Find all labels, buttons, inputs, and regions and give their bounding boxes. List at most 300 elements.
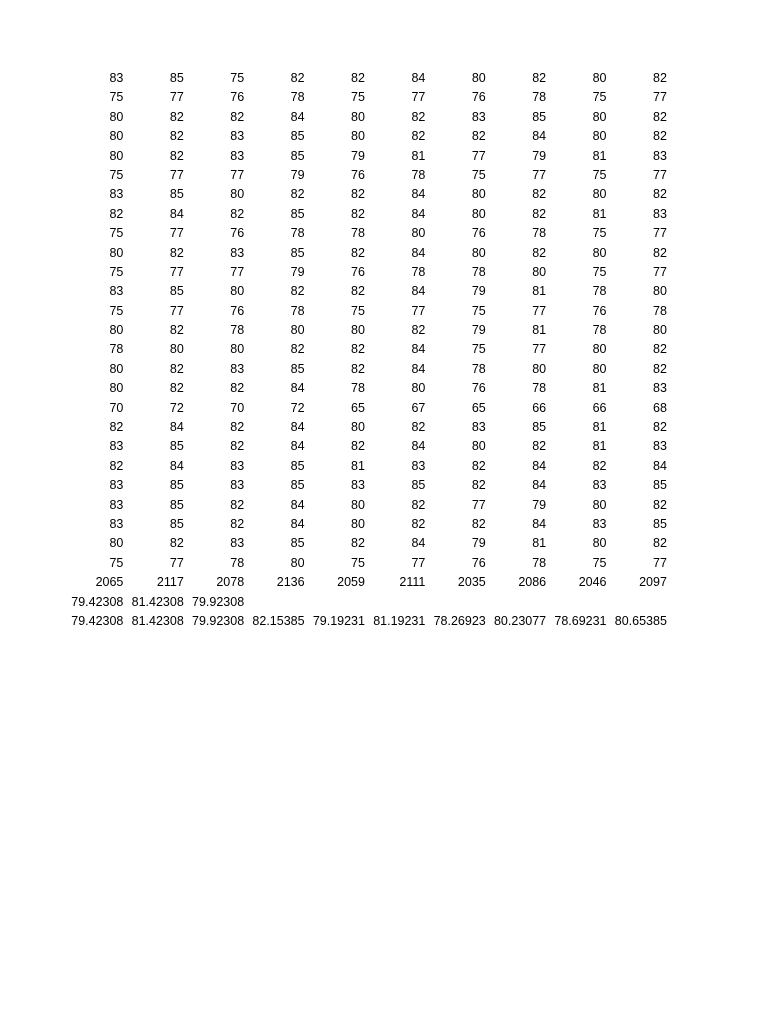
sheet-cell[interactable]: 2097: [639, 575, 667, 590]
sheet-cell[interactable]: 77: [169, 90, 184, 105]
sheet-cell[interactable]: 82: [411, 109, 426, 124]
sheet-cell[interactable]: 80: [109, 323, 124, 338]
sheet-cell[interactable]: 82: [109, 420, 124, 435]
spreadsheet-grid: [64, 69, 668, 631]
sheet-cell[interactable]: 83: [109, 284, 124, 299]
sheet-cell[interactable]: 79.92308: [192, 594, 245, 609]
sheet-cell[interactable]: 83: [653, 439, 667, 454]
sheet-cell[interactable]: 84: [532, 516, 547, 531]
sheet-cell[interactable]: 79: [532, 497, 547, 512]
sheet-cell[interactable]: 84: [532, 458, 547, 473]
sheet-cell[interactable]: 77: [230, 167, 245, 182]
sheet-cell[interactable]: 80: [351, 497, 365, 512]
sheet-cell[interactable]: 81.19231: [373, 613, 426, 628]
sheet-cell[interactable]: 83: [230, 478, 245, 493]
sheet-cell[interactable]: 82: [169, 148, 184, 163]
sheet-row: [64, 282, 668, 301]
sheet-cell[interactable]: 79.42308: [71, 613, 124, 628]
sheet-cell[interactable]: 80: [592, 497, 607, 512]
sheet-cell[interactable]: 79.19231: [312, 613, 365, 628]
sheet-cell[interactable]: 82: [532, 187, 547, 202]
sheet-cell[interactable]: 78: [411, 264, 426, 279]
sheet-cell[interactable]: 80: [532, 264, 547, 279]
sheet-row: [64, 437, 668, 456]
sheet-cell[interactable]: 2117: [156, 575, 184, 590]
sheet-cell[interactable]: 83: [109, 439, 124, 454]
sheet-cell[interactable]: 85: [290, 478, 305, 493]
sheet-cell[interactable]: 80: [592, 129, 607, 144]
sheet-cell[interactable]: 65: [351, 400, 365, 415]
sheet-cell[interactable]: 82: [471, 129, 486, 144]
sheet-cell[interactable]: 85: [290, 361, 305, 376]
sheet-cell[interactable]: 82: [169, 323, 184, 338]
sheet-row: [64, 399, 668, 418]
sheet-cell[interactable]: 80: [169, 342, 184, 357]
sheet-cell[interactable]: 84: [411, 187, 426, 202]
sheet-cell[interactable]: 82: [532, 71, 547, 85]
sheet-cell[interactable]: 80.23077: [493, 613, 547, 628]
sheet-cell[interactable]: 68: [653, 400, 667, 415]
sheet-cell[interactable]: 82: [230, 109, 245, 124]
sheet-cell[interactable]: 82: [411, 129, 426, 144]
sheet-cell[interactable]: 84: [532, 129, 547, 144]
sheet-cell[interactable]: 85: [290, 245, 305, 260]
sheet-cell[interactable]: 80: [592, 71, 607, 85]
sheet-row: [64, 205, 668, 224]
sheet-cell[interactable]: 82: [230, 381, 245, 396]
sheet-cell[interactable]: 80: [109, 129, 124, 144]
sheet-cell[interactable]: 82.15385: [252, 613, 305, 628]
sheet-cell[interactable]: 82: [653, 71, 667, 85]
sheet-row: [64, 127, 668, 146]
sheet-cell[interactable]: 83: [109, 478, 124, 493]
sheet-cell[interactable]: 83: [230, 148, 245, 163]
sheet-cell[interactable]: 80: [351, 420, 365, 435]
sheet-cell[interactable]: 80: [230, 342, 245, 357]
sheet-cell[interactable]: 82: [653, 497, 667, 512]
sheet-cell[interactable]: 75: [592, 167, 607, 182]
sheet-cell[interactable]: 82: [169, 361, 184, 376]
sheet-cell[interactable]: 78: [109, 342, 124, 357]
sheet-cell[interactable]: 78: [471, 361, 486, 376]
sheet-cell[interactable]: 85: [169, 478, 184, 493]
sheet-cell[interactable]: 85: [169, 516, 184, 531]
sheet-cell[interactable]: 75: [351, 90, 365, 105]
sheet-cell[interactable]: 85: [169, 284, 184, 299]
sheet-row: [64, 224, 668, 243]
sheet-cell[interactable]: 84: [290, 420, 305, 435]
sheet-cell[interactable]: 75: [109, 167, 124, 182]
sheet-cell[interactable]: 77: [653, 555, 667, 570]
sheet-cell[interactable]: 80: [109, 245, 124, 260]
sheet-cell[interactable]: 80: [230, 187, 245, 202]
sheet-cell[interactable]: 78: [290, 303, 305, 318]
sheet-cell[interactable]: 80: [351, 323, 365, 338]
sheet-cell[interactable]: 85: [169, 187, 184, 202]
sheet-row: [64, 340, 668, 359]
sheet-cell[interactable]: 82: [653, 129, 667, 144]
sheet-cell[interactable]: 82: [532, 245, 547, 260]
sheet-cell[interactable]: 85: [169, 71, 184, 85]
sheet-cell[interactable]: 82: [471, 516, 486, 531]
sheet-cell[interactable]: 66: [532, 400, 547, 415]
sheet-cell[interactable]: 84: [169, 458, 184, 473]
sheet-cell[interactable]: 82: [290, 71, 305, 85]
sheet-cell[interactable]: 84: [411, 536, 426, 551]
sheet-cell[interactable]: 82: [653, 361, 667, 376]
sheet-cell[interactable]: 84: [411, 284, 426, 299]
sheet-cell[interactable]: 81.42308: [131, 594, 184, 609]
sheet-cell[interactable]: 85: [169, 439, 184, 454]
sheet-cell[interactable]: 85: [532, 109, 547, 124]
sheet-cell[interactable]: 82: [471, 458, 486, 473]
sheet-cell[interactable]: 2059: [337, 575, 365, 590]
sheet-cell[interactable]: 82: [592, 458, 607, 473]
sheet-cell[interactable]: 79: [532, 148, 547, 163]
sheet-cell[interactable]: 84: [411, 342, 426, 357]
sheet-cell[interactable]: 84: [411, 206, 426, 221]
sheet-row: [64, 69, 668, 88]
sheet-row: [64, 185, 668, 204]
sheet-cell[interactable]: 83: [230, 129, 245, 144]
sheet-cell[interactable]: 80: [592, 342, 607, 357]
sheet-cell[interactable]: 78: [230, 555, 245, 570]
sheet-cell[interactable]: 76: [230, 303, 245, 318]
sheet-cell[interactable]: 83: [653, 206, 667, 221]
sheet-cell[interactable]: 80: [109, 536, 124, 551]
sheet-cell[interactable]: 84: [290, 381, 305, 396]
sheet-cell[interactable]: 82: [532, 439, 547, 454]
sheet-cell[interactable]: 76: [471, 381, 486, 396]
sheet-cell[interactable]: 85: [290, 148, 305, 163]
sheet-cell[interactable]: 80: [109, 361, 124, 376]
sheet-cell[interactable]: 78: [532, 381, 547, 396]
sheet-cell[interactable]: 79: [351, 148, 365, 163]
sheet-cell[interactable]: 80: [471, 439, 486, 454]
sheet-cell[interactable]: 78: [471, 264, 486, 279]
sheet-cell[interactable]: 83: [653, 148, 667, 163]
sheet-cell[interactable]: 75: [471, 342, 486, 357]
sheet-cell[interactable]: 80: [653, 284, 667, 299]
sheet-cell[interactable]: 83: [411, 458, 426, 473]
sheet-cell[interactable]: 84: [290, 497, 305, 512]
sheet-cell[interactable]: 80: [351, 129, 365, 144]
sheet-cell[interactable]: 84: [290, 439, 305, 454]
sheet-cell[interactable]: 82: [351, 284, 365, 299]
sheet-cell[interactable]: 80: [471, 245, 486, 260]
sheet-cell[interactable]: 77: [653, 226, 667, 241]
sheet-cell[interactable]: 77: [471, 497, 486, 512]
sheet-cell[interactable]: 2078: [216, 575, 245, 590]
sheet-cell[interactable]: 81: [592, 148, 607, 163]
sheet-cell[interactable]: 80: [592, 245, 607, 260]
sheet-cell[interactable]: 78: [411, 167, 426, 182]
sheet-cell[interactable]: 81: [351, 458, 365, 473]
sheet-cell[interactable]: 80: [592, 187, 607, 202]
sheet-cell[interactable]: 83: [230, 536, 245, 551]
sheet-cell[interactable]: 76: [471, 226, 486, 241]
sheet-cell[interactable]: 82: [109, 458, 124, 473]
sheet-cell[interactable]: 83: [109, 497, 124, 512]
sheet-cell[interactable]: 78: [351, 226, 365, 241]
sheet-cell[interactable]: 75: [230, 71, 245, 85]
sheet-cell[interactable]: 80: [653, 323, 667, 338]
sheet-cell[interactable]: 84: [653, 458, 667, 473]
sheet-cell[interactable]: 85: [653, 478, 667, 493]
sheet-cell[interactable]: 81: [532, 536, 547, 551]
sheet-cell[interactable]: 80: [230, 284, 245, 299]
sheet-cell[interactable]: 82: [411, 497, 426, 512]
sheet-cell[interactable]: 84: [411, 439, 426, 454]
sheet-cell[interactable]: 76: [230, 226, 245, 241]
sheet-cell[interactable]: 83: [653, 381, 667, 396]
sheet-cell[interactable]: 84: [411, 361, 426, 376]
sheet-cell[interactable]: 78: [230, 323, 245, 338]
sheet-cell[interactable]: 81: [532, 284, 547, 299]
sheet-cell[interactable]: 80: [592, 361, 607, 376]
sheet-cell[interactable]: 75: [351, 303, 365, 318]
sheet-cell[interactable]: 77: [169, 555, 184, 570]
sheet-cell[interactable]: 77: [169, 167, 184, 182]
sheet-cell[interactable]: 85: [653, 516, 667, 531]
sheet-cell[interactable]: 82: [532, 206, 547, 221]
sheet-cell[interactable]: 75: [471, 167, 486, 182]
sheet-cell[interactable]: 80: [532, 361, 547, 376]
sheet-cell[interactable]: 78: [290, 90, 305, 105]
sheet-cell[interactable]: 75: [592, 226, 607, 241]
sheet-cell[interactable]: 72: [290, 400, 305, 415]
sheet-cell[interactable]: 82: [169, 109, 184, 124]
sheet-cell[interactable]: 82: [290, 284, 305, 299]
sheet-cell[interactable]: 81: [411, 148, 426, 163]
sheet-cell[interactable]: 77: [411, 90, 426, 105]
sheet-cell[interactable]: 78: [532, 555, 547, 570]
sheet-cell[interactable]: 75: [109, 303, 124, 318]
sheet-row: [64, 88, 668, 107]
sheet-cell[interactable]: 84: [169, 420, 184, 435]
sheet-cell[interactable]: 82: [653, 245, 667, 260]
sheet-cell[interactable]: 76: [230, 90, 245, 105]
sheet-cell[interactable]: 82: [230, 206, 245, 221]
sheet-cell[interactable]: 78: [532, 90, 547, 105]
sheet-cell[interactable]: 79: [471, 284, 486, 299]
sheet-cell[interactable]: 77: [653, 90, 667, 105]
sheet-cell[interactable]: 82: [653, 420, 667, 435]
sheet-cell[interactable]: 77: [169, 303, 184, 318]
sheet-cell[interactable]: 80: [109, 381, 124, 396]
sheet-cell[interactable]: 82: [351, 342, 365, 357]
sheet-cell[interactable]: 75: [109, 264, 124, 279]
sheet-cell[interactable]: 83: [230, 245, 245, 260]
sheet-cell[interactable]: 75: [109, 226, 124, 241]
sheet-cell[interactable]: 65: [471, 400, 486, 415]
sheet-cell[interactable]: 81: [592, 206, 607, 221]
sheet-cell[interactable]: 83: [230, 458, 245, 473]
sheet-cell[interactable]: 84: [290, 109, 305, 124]
sheet-cell[interactable]: 84: [290, 516, 305, 531]
sheet-cell[interactable]: 82: [169, 245, 184, 260]
sheet-cell[interactable]: 83: [109, 187, 124, 202]
sheet-cell[interactable]: 77: [411, 303, 426, 318]
sheet-cell[interactable]: 85: [411, 478, 426, 493]
sheet-cell[interactable]: 79: [471, 323, 486, 338]
sheet-cell[interactable]: 67: [411, 400, 426, 415]
sheet-cell[interactable]: 85: [532, 420, 547, 435]
sheet-cell[interactable]: 84: [411, 71, 426, 85]
sheet-cell[interactable]: 83: [230, 361, 245, 376]
sheet-cell[interactable]: 82: [653, 342, 667, 357]
sheet-cell[interactable]: 77: [653, 167, 667, 182]
sheet-cell[interactable]: 81: [532, 323, 547, 338]
sheet-cell[interactable]: 81: [592, 420, 607, 435]
sheet-cell[interactable]: 82: [230, 420, 245, 435]
sheet-cell[interactable]: 75: [592, 90, 607, 105]
sheet-cell[interactable]: 80: [592, 536, 607, 551]
sheet-cell[interactable]: 75: [109, 90, 124, 105]
sheet-cell[interactable]: 82: [351, 439, 365, 454]
sheet-cell[interactable]: 82: [230, 497, 245, 512]
sheet-cell[interactable]: 78: [532, 226, 547, 241]
sheet-cell[interactable]: 82: [411, 420, 426, 435]
sheet-cell[interactable]: 83: [471, 420, 486, 435]
sheet-cell[interactable]: 82: [290, 342, 305, 357]
sheet-cell[interactable]: 2035: [457, 575, 486, 590]
sheet-cell[interactable]: 80: [351, 516, 365, 531]
sheet-cell[interactable]: 78: [592, 323, 607, 338]
sheet-cell[interactable]: 2136: [276, 575, 305, 590]
sheet-cell[interactable]: 82: [230, 516, 245, 531]
sheet-cell[interactable]: 2111: [399, 575, 426, 590]
sheet-cell[interactable]: 78.69231: [554, 613, 607, 628]
sheet-row: [64, 108, 668, 127]
sheet-cell[interactable]: 80: [471, 71, 486, 85]
sheet-cell[interactable]: 78: [653, 303, 667, 318]
sheet-cell[interactable]: 79.42308: [71, 594, 124, 609]
sheet-cell[interactable]: 81: [592, 439, 607, 454]
sheet-cell[interactable]: 75: [471, 303, 486, 318]
sheet-cell[interactable]: 80: [109, 109, 124, 124]
sheet-cell[interactable]: 66: [592, 400, 607, 415]
sheet-cell[interactable]: 82: [351, 536, 365, 551]
sheet-cell[interactable]: 77: [169, 264, 184, 279]
sheet-cell[interactable]: 78: [290, 226, 305, 241]
sheet-cell[interactable]: 82: [169, 129, 184, 144]
sheet-row: [64, 360, 668, 379]
sheet-cell[interactable]: 81.42308: [131, 613, 184, 628]
sheet-cell[interactable]: 84: [532, 478, 547, 493]
sheet-cell[interactable]: 76: [471, 555, 486, 570]
sheet-cell[interactable]: 78.26923: [433, 613, 486, 628]
sheet-cell[interactable]: 79: [290, 264, 305, 279]
sheet-cell[interactable]: 80: [471, 206, 486, 221]
sheet-cell[interactable]: 82: [471, 478, 486, 493]
sheet-cell[interactable]: 82: [653, 109, 667, 124]
sheet-cell[interactable]: 83: [592, 516, 607, 531]
sheet-cell[interactable]: 83: [351, 478, 365, 493]
sheet-cell[interactable]: 75: [109, 555, 124, 570]
sheet-cell[interactable]: 82: [411, 516, 426, 531]
sheet-cell[interactable]: 82: [653, 187, 667, 202]
sheet-cell[interactable]: 83: [109, 516, 124, 531]
sheet-cell[interactable]: 76: [471, 90, 486, 105]
sheet-cell[interactable]: 80: [351, 109, 365, 124]
sheet-cell[interactable]: 82: [351, 361, 365, 376]
sheet-cell[interactable]: 75: [592, 555, 607, 570]
sheet-cell[interactable]: 77: [471, 148, 486, 163]
sheet-cell[interactable]: 80: [471, 187, 486, 202]
sheet-cell[interactable]: 2086: [518, 575, 547, 590]
sheet-cell[interactable]: 76: [351, 264, 365, 279]
sheet-cell[interactable]: 80.65385: [614, 613, 667, 628]
sheet-cell[interactable]: 80: [411, 381, 426, 396]
sheet-cell[interactable]: 82: [351, 206, 365, 221]
sheet-cell[interactable]: 83: [471, 109, 486, 124]
sheet-cell[interactable]: 85: [290, 129, 305, 144]
sheet-cell[interactable]: 82: [169, 381, 184, 396]
sheet-cell[interactable]: 70: [109, 400, 124, 415]
sheet-row: [64, 612, 668, 631]
sheet-cell[interactable]: 70: [230, 400, 245, 415]
sheet-cell[interactable]: 82: [290, 187, 305, 202]
sheet-row: [64, 379, 668, 398]
sheet-cell[interactable]: 2065: [95, 575, 124, 590]
sheet-cell[interactable]: 84: [169, 206, 184, 221]
sheet-cell[interactable]: 85: [290, 206, 305, 221]
sheet-cell[interactable]: 77: [411, 555, 426, 570]
sheet-cell[interactable]: 76: [351, 167, 365, 182]
sheet-row: [64, 244, 668, 263]
sheet-cell[interactable]: 75: [592, 264, 607, 279]
sheet-cell[interactable]: 82: [230, 439, 245, 454]
sheet-cell[interactable]: 85: [290, 536, 305, 551]
sheet-cell[interactable]: 77: [532, 167, 547, 182]
sheet-cell[interactable]: 2046: [578, 575, 607, 590]
sheet-cell[interactable]: 77: [532, 342, 547, 357]
sheet-cell[interactable]: 77: [230, 264, 245, 279]
sheet-cell[interactable]: 72: [169, 400, 184, 415]
sheet-cell[interactable]: 78: [592, 284, 607, 299]
sheet-cell[interactable]: 80: [109, 148, 124, 163]
sheet-cell[interactable]: 82: [109, 206, 124, 221]
sheet-cell[interactable]: 82: [351, 245, 365, 260]
sheet-cell[interactable]: 85: [169, 497, 184, 512]
sheet-cell[interactable]: 78: [351, 381, 365, 396]
sheet-cell[interactable]: 82: [653, 536, 667, 551]
sheet-cell[interactable]: 80: [290, 323, 305, 338]
sheet-cell[interactable]: 76: [592, 303, 607, 318]
sheet-row: [64, 534, 668, 553]
sheet-cell[interactable]: 77: [532, 303, 547, 318]
sheet-cell[interactable]: 80: [290, 555, 305, 570]
sheet-cell[interactable]: 85: [290, 458, 305, 473]
sheet-cell[interactable]: 79: [471, 536, 486, 551]
sheet-cell[interactable]: 81: [592, 381, 607, 396]
sheet-cell[interactable]: 75: [351, 555, 365, 570]
sheet-cell[interactable]: 83: [592, 478, 607, 493]
sheet-cell[interactable]: 79.92308: [192, 613, 245, 628]
sheet-cell[interactable]: 82: [351, 71, 365, 85]
sheet-cell[interactable]: 83: [109, 71, 124, 85]
sheet-cell[interactable]: 80: [592, 109, 607, 124]
sheet-cell[interactable]: 82: [169, 536, 184, 551]
sheet-cell[interactable]: 77: [169, 226, 184, 241]
sheet-cell[interactable]: 77: [653, 264, 667, 279]
sheet-cell[interactable]: 84: [411, 245, 426, 260]
sheet-cell[interactable]: 82: [351, 187, 365, 202]
sheet-cell[interactable]: 80: [411, 226, 426, 241]
sheet-cell[interactable]: 82: [411, 323, 426, 338]
sheet-cell[interactable]: 79: [290, 167, 305, 182]
